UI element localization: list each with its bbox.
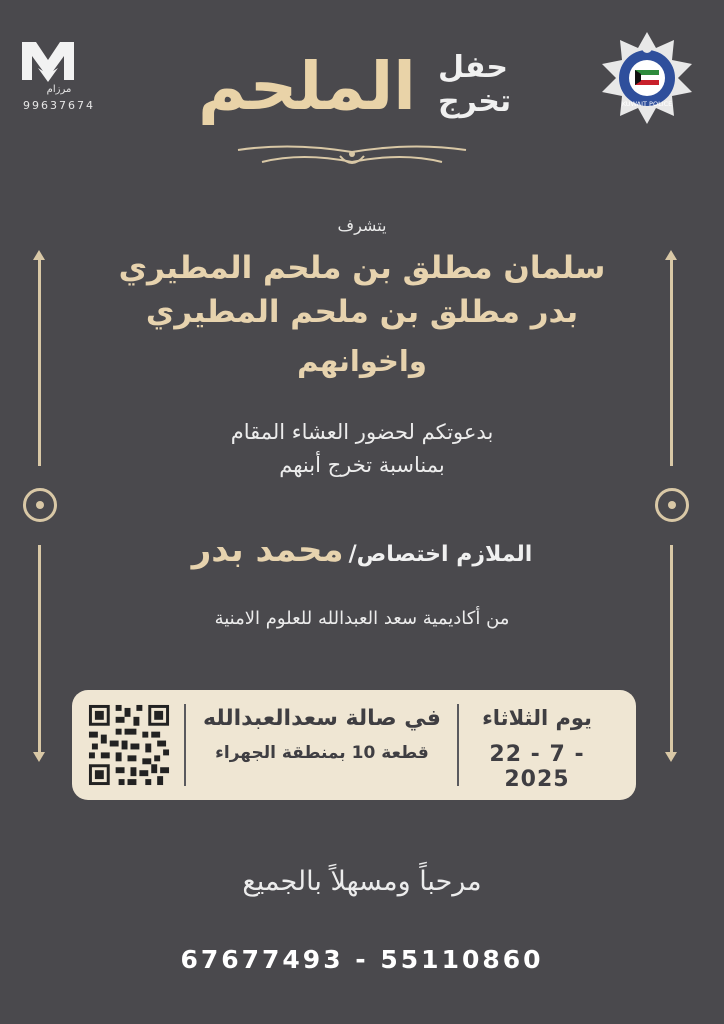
panel-divider-2: [184, 704, 186, 786]
academy-text: من أكاديمية سعد العبدالله للعلوم الامنية: [214, 608, 510, 629]
event-day: يوم الثلاثاء: [482, 706, 592, 730]
host-name-3: واخوانهم: [297, 344, 427, 378]
venue-line-1: في صالة سعدالعبدالله: [203, 706, 441, 731]
graduate-name: محمد بدر: [191, 530, 344, 570]
venue-line-2: قطعة 10 بمنطقة الجهراء: [215, 743, 429, 763]
emblem-text: KUWAIT POLICE: [621, 100, 673, 108]
invite-line-2: بمناسبة تخرج أبنهم: [279, 453, 445, 477]
graduate-rank: الملازم اختصاص/: [348, 542, 533, 567]
kuwait-police-emblem-icon: [600, 30, 694, 126]
brand-label: مرزام: [46, 84, 72, 95]
welcome-text: مرحباً ومسهلاً بالجميع: [242, 866, 482, 897]
contact-phones: 67677493 - 55110860: [180, 945, 544, 974]
left-side-line-bottom: [38, 545, 41, 755]
event-details-panel: [72, 690, 636, 800]
brand-m-icon: [18, 38, 78, 86]
title-line1: حفل: [438, 50, 508, 85]
venue-block: [192, 706, 452, 763]
host-name-2: بدر مطلق بن ملحم المطيري: [145, 294, 579, 330]
brand-logo: [18, 38, 100, 112]
ornament-divider-icon: [232, 140, 472, 174]
title-family-name: الملحم: [198, 48, 416, 125]
date-block: [458, 706, 616, 792]
title-line2: تخرج: [438, 84, 512, 119]
brand-phone: 99637674: [23, 99, 95, 112]
panel-divider-1: [457, 704, 459, 786]
honor-text: يتشرف: [337, 216, 387, 235]
right-side-line-bottom: [670, 545, 673, 755]
right-ring-icon: [655, 488, 689, 522]
invite-line-1: بدعوتكم لحضور العشاء المقام: [230, 420, 494, 444]
event-date: 22 - 7 - 2025: [489, 742, 585, 792]
right-arrow-bottom-icon: [665, 752, 677, 762]
qr-code-icon[interactable]: [86, 702, 172, 788]
left-ring-icon: [23, 488, 57, 522]
host-name-1: سلمان مطلق بن ملحم المطيري: [118, 250, 606, 286]
graduate-line: [0, 530, 724, 570]
left-arrow-bottom-icon: [33, 752, 45, 762]
